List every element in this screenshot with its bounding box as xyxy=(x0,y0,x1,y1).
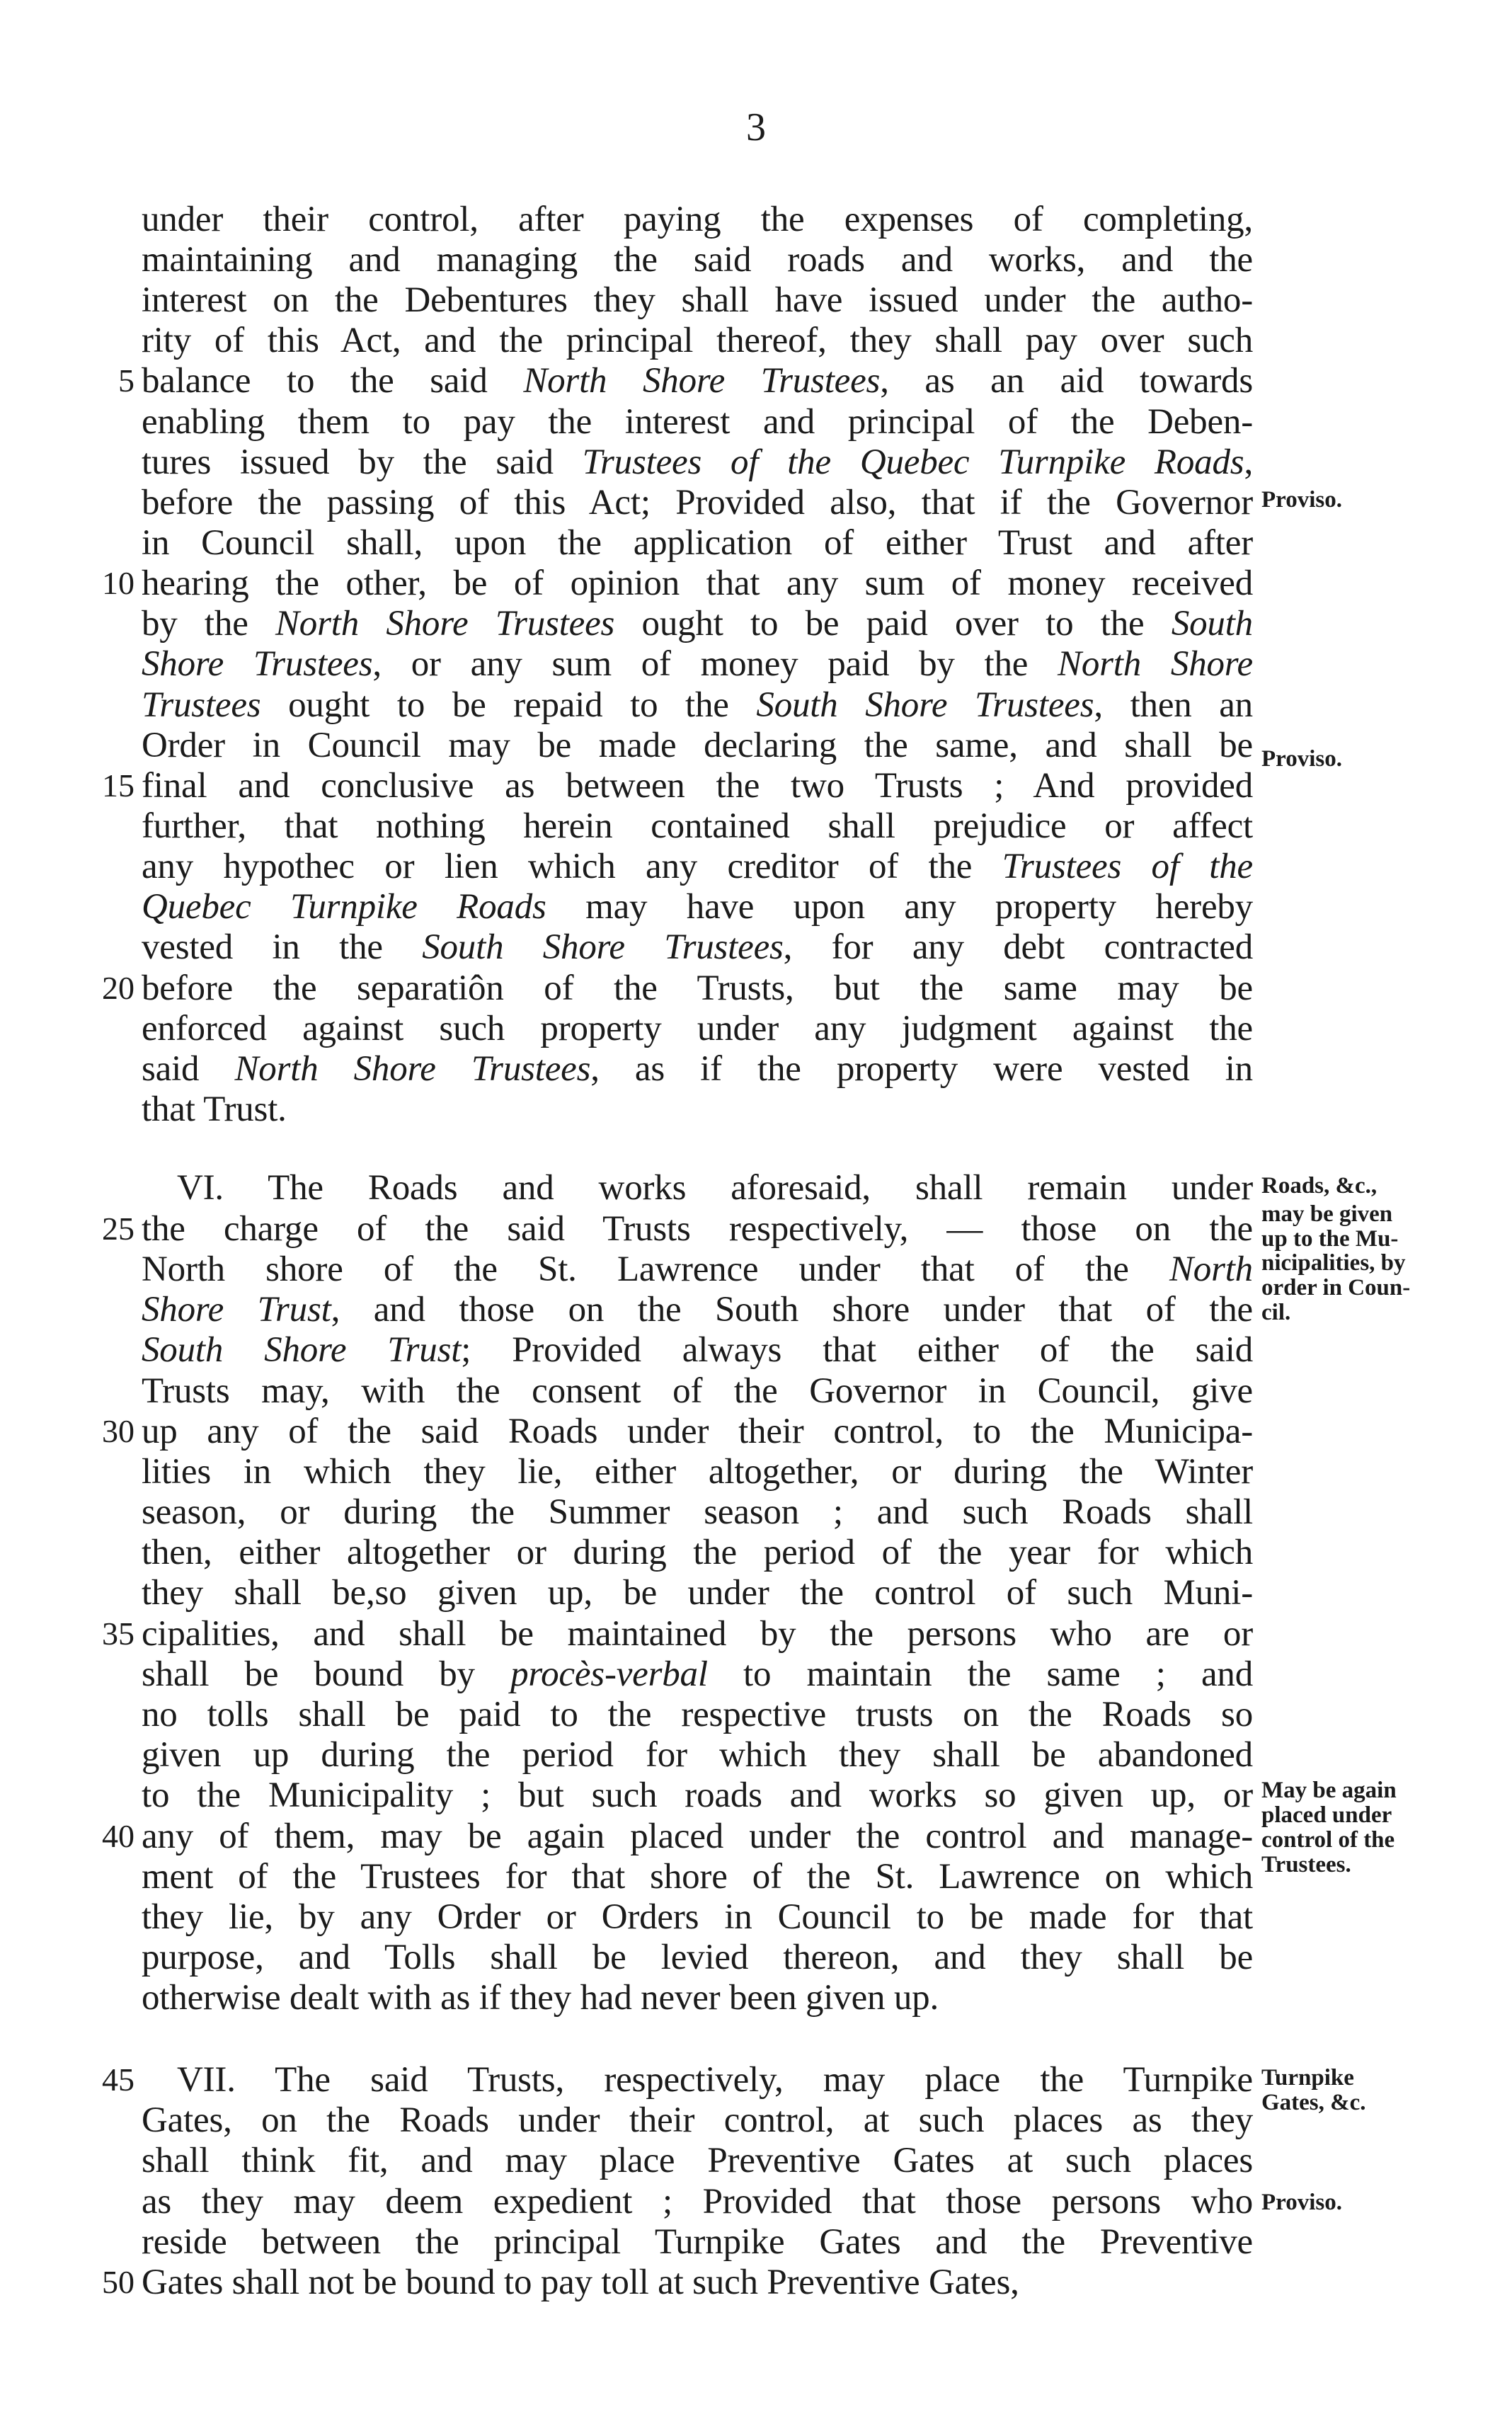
margin-note: Proviso. xyxy=(1261,2190,1342,2215)
margin-note: nicipalities, by xyxy=(1261,1250,1406,1276)
margin-note: order in Coun- xyxy=(1261,1275,1411,1300)
margin-note: up to the Mu- xyxy=(1261,1226,1399,1252)
line-number: 25 xyxy=(102,1211,134,1247)
text-line: before the passing of this Act; Provided also, that if the Governor xyxy=(142,483,1253,522)
text-line: in Council shall, upon the application of either Trust and after xyxy=(142,523,1253,563)
text-line: final and conclusive as between the two Trusts ; And provided xyxy=(142,766,1253,806)
margin-note: Proviso. xyxy=(1261,487,1342,513)
text-line: Trustees ought to be repaid to the South Shore Trustees, then an xyxy=(142,685,1253,725)
text-line: hearing the other, be of opinion that any sum of money received xyxy=(142,564,1253,603)
text-line: cipalities, and shall be maintained by the persons who are or xyxy=(142,1614,1253,1654)
line-number: 30 xyxy=(102,1413,134,1449)
text-line: interest on the Debentures they shall have issued under the autho- xyxy=(142,280,1253,320)
text-line: season, or during the Summer season ; and such Roads shall xyxy=(142,1492,1253,1532)
line-number: 20 xyxy=(102,970,134,1006)
text-line: under their control, after paying the expenses of completing, xyxy=(142,200,1253,239)
text-line: reside between the principal Turnpike Gates and the Preventive xyxy=(142,2222,1253,2262)
text-line: enabling them to pay the interest and principal of the Deben- xyxy=(142,402,1253,442)
text-line: up any of the said Roads under their control, to the Municipa- xyxy=(142,1412,1253,1451)
text-line: shall be bound by procès-verbal to maintain the same ; and xyxy=(142,1654,1254,1694)
text-line: Shore Trust, and those on the South shore under that of the xyxy=(142,1290,1253,1329)
text-line: VII. The said Trusts, respectively, may place the Turnpike xyxy=(177,2060,1253,2100)
text-line: Quebec Turnpike Roads may have upon any property hereby xyxy=(142,887,1253,927)
line-number: 15 xyxy=(102,767,134,804)
text-line: maintaining and managing the said roads and works, and the xyxy=(142,240,1253,280)
page-number: 3 xyxy=(746,105,766,149)
text-line: by the North Shore Trustees ought to be paid over to the South xyxy=(142,604,1253,644)
text-line: rity of this Act, and the principal thereof, they shall pay over such xyxy=(142,321,1253,360)
text-line: the charge of the said Trusts respectively, — those on the xyxy=(142,1209,1253,1249)
line-number: 5 xyxy=(118,362,134,399)
margin-note: cil. xyxy=(1261,1300,1291,1325)
text-line: they lie, by any Order or Orders in Council to be made for that xyxy=(142,1897,1253,1937)
margin-note: placed under xyxy=(1261,1802,1392,1828)
margin-note: control of the xyxy=(1261,1827,1395,1853)
text-line: any hypothec or lien which any creditor of the Trustees of the xyxy=(142,847,1253,886)
text-line: balance to the said North Shore Trustees, as an aid towards xyxy=(142,361,1254,401)
text-line: otherwise dealt with as if they had never been given up. xyxy=(142,1978,939,2018)
line-number: 45 xyxy=(102,2061,134,2098)
text-line: tures issued by the said Trustees of the Quebec Turnpike Roads, xyxy=(142,442,1253,482)
text-line: shall think fit, and may place Preventive Gates at such places xyxy=(142,2141,1253,2180)
text-line: ment of the Trustees for that shore of the St. Lawrence on which xyxy=(142,1857,1253,1897)
margin-note: Turnpike xyxy=(1261,2065,1354,2091)
text-line: then, either altogether or during the period of the year for which xyxy=(142,1533,1253,1572)
text-line: vested in the South Shore Trustees, for any debt contracted xyxy=(142,927,1253,967)
text-line: enforced against such property under any judgment against the xyxy=(142,1009,1253,1048)
text-line: South Shore Trust; Provided always that either of the said xyxy=(142,1330,1253,1370)
text-line: before the separatiôn of the Trusts, but the same may be xyxy=(142,968,1253,1008)
text-line: North shore of the St. Lawrence under that of the North xyxy=(142,1249,1253,1289)
text-line: lities in which they lie, either altogether, or during the Winter xyxy=(142,1452,1253,1492)
margin-note: May be again xyxy=(1261,1778,1397,1803)
text-line: Shore Trustees, or any sum of money paid by the North Shore xyxy=(142,644,1253,684)
text-line: further, that nothing herein contained shall prejudice or affect xyxy=(142,806,1253,846)
text-line: given up during the period for which they shall be abandoned xyxy=(142,1735,1253,1775)
text-line: they shall be,so given up, be under the control of such Muni- xyxy=(142,1573,1253,1613)
text-line: purpose, and Tolls shall be levied thereon, and they shall be xyxy=(142,1938,1253,1977)
line-number: 40 xyxy=(102,1818,134,1854)
line-number: 50 xyxy=(102,2264,134,2300)
margin-note: Roads, &c., xyxy=(1261,1173,1378,1199)
text-line: Trusts may, with the consent of the Governor in Council, give xyxy=(142,1371,1253,1411)
text-line: to the Municipality ; but such roads and works so given up, or xyxy=(142,1775,1253,1815)
text-line: Gates, on the Roads under their control, at such places as they xyxy=(142,2100,1253,2140)
margin-note: may be given xyxy=(1261,1201,1393,1227)
line-number: 10 xyxy=(102,565,134,601)
text-line: Gates shall not be bound to pay toll at such Preventive Gates, xyxy=(142,2263,1019,2302)
text-line: said North Shore Trustees, as if the property were vested in xyxy=(142,1049,1253,1089)
text-line: Order in Council may be made declaring the same, and shall be xyxy=(142,726,1253,765)
margin-note: Gates, &c. xyxy=(1261,2090,1366,2115)
margin-note: Trustees. xyxy=(1261,1852,1351,1877)
text-line: any of them, may be again placed under the control and manage- xyxy=(142,1817,1253,1856)
text-line: no tolls shall be paid to the respective trusts on the Roads so xyxy=(142,1695,1253,1734)
line-number: 35 xyxy=(102,1615,134,1652)
text-line: VI. The Roads and works aforesaid, shall remain under xyxy=(177,1168,1253,1208)
text-line: that Trust. xyxy=(142,1090,287,1129)
margin-note: Proviso. xyxy=(1261,746,1342,772)
text-line: as they may deem expedient ; Provided that those persons who xyxy=(142,2182,1253,2221)
